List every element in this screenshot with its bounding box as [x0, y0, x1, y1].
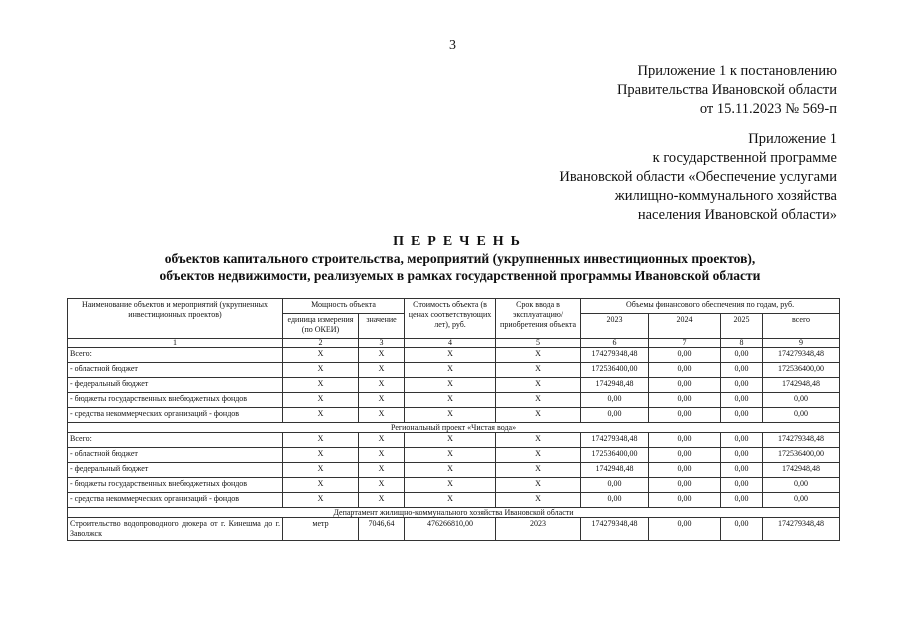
annex-decree-reference: [617, 62, 837, 119]
annex-program-line: Ивановской области «Обеспечение услугами: [559, 169, 837, 185]
cell-y2023: 0,00: [581, 493, 649, 508]
cell-total: 0,00: [763, 408, 840, 423]
cell-value: X: [359, 448, 405, 463]
cell-unit: X: [283, 448, 359, 463]
title-subtitle-line-1: объектов капитального строительства, мероприятий (укрупненных инвестиционных проектов),: [164, 251, 756, 266]
column-number: 2: [283, 339, 359, 348]
table-row: [68, 348, 840, 363]
cell-unit: X: [283, 478, 359, 493]
cell-unit: X: [283, 433, 359, 448]
cell-value: X: [359, 463, 405, 478]
annex-decree-line: Правительства Ивановской области: [616, 82, 837, 98]
cell-y2025: 0,00: [721, 408, 763, 423]
column-number: 6: [581, 339, 649, 348]
block2-rows: [68, 433, 840, 508]
cell-y2023: 0,00: [581, 478, 649, 493]
cell-y2025: 0,00: [721, 378, 763, 393]
cell-term: X: [496, 493, 581, 508]
cell-term: X: [496, 393, 581, 408]
cell-unit: X: [283, 493, 359, 508]
cell-name: - областной бюджет: [68, 363, 283, 378]
table-row-object: [68, 518, 840, 541]
table-row: [68, 478, 840, 493]
annex-program-reference: [559, 130, 837, 225]
header-cost: Стоимость объекта (в ценах соответствующих лет), руб.: [405, 299, 496, 339]
cell-y2024: 0,00: [649, 348, 721, 363]
cell-value: X: [359, 493, 405, 508]
cell-name: - бюджеты государственных внебюджетных фондов: [68, 478, 283, 493]
cell-name: Всего:: [68, 433, 283, 448]
cell-y2024: 0,00: [649, 463, 721, 478]
cell-total: 172536400,00: [763, 363, 840, 378]
cell-y2023: 1742948,48: [581, 463, 649, 478]
column-number: 3: [359, 339, 405, 348]
annex-program-line: Приложение 1: [748, 131, 837, 147]
header-2023: 2023: [581, 314, 649, 339]
object-2025: 0,00: [721, 518, 763, 541]
table-row: [68, 393, 840, 408]
header-value: значение: [359, 314, 405, 339]
column-numbers-row: [68, 339, 840, 348]
cell-cost: X: [405, 378, 496, 393]
table-row: [68, 363, 840, 378]
cell-y2025: 0,00: [721, 478, 763, 493]
cell-y2023: 0,00: [581, 408, 649, 423]
header-2024: 2024: [649, 314, 721, 339]
object-cost: 476266810,00: [405, 518, 496, 541]
cell-y2025: 0,00: [721, 348, 763, 363]
cell-value: X: [359, 348, 405, 363]
table-row: [68, 463, 840, 478]
cell-y2025: 0,00: [721, 363, 763, 378]
cell-y2024: 0,00: [649, 378, 721, 393]
cell-term: X: [496, 378, 581, 393]
cell-y2023: 172536400,00: [581, 363, 649, 378]
cell-cost: X: [405, 493, 496, 508]
cell-y2024: 0,00: [649, 363, 721, 378]
cell-y2023: 174279348,48: [581, 433, 649, 448]
cell-y2025: 0,00: [721, 433, 763, 448]
cell-total: 1742948,48: [763, 378, 840, 393]
section-regional-project: Региональный проект «Чистая вода»: [68, 423, 840, 433]
column-number: 9: [763, 339, 840, 348]
cell-y2023: 0,00: [581, 393, 649, 408]
cell-value: X: [359, 393, 405, 408]
cell-y2025: 0,00: [721, 493, 763, 508]
cell-cost: X: [405, 393, 496, 408]
cell-cost: X: [405, 463, 496, 478]
annex-decree-line: Приложение 1 к постановлению: [637, 63, 837, 79]
cell-term: X: [496, 448, 581, 463]
cell-name: - федеральный бюджет: [68, 378, 283, 393]
object-total: 174279348,48: [763, 518, 840, 541]
objects-table: [67, 298, 840, 541]
cell-y2023: 174279348,48: [581, 348, 649, 363]
cell-name: - областной бюджет: [68, 448, 283, 463]
cell-cost: X: [405, 478, 496, 493]
header-unit: единица измерения (по ОКЕИ): [283, 314, 359, 339]
header-total: всего: [763, 314, 840, 339]
object-2023: 174279348,48: [581, 518, 649, 541]
document-title: [60, 233, 860, 284]
table-row: [68, 448, 840, 463]
cell-total: 172536400,00: [763, 448, 840, 463]
cell-y2024: 0,00: [649, 448, 721, 463]
cell-y2025: 0,00: [721, 448, 763, 463]
cell-value: X: [359, 378, 405, 393]
cell-unit: X: [283, 463, 359, 478]
header-capacity: Мощность объекта: [283, 299, 405, 314]
column-number: 8: [721, 339, 763, 348]
annex-program-line: к государственной программе: [652, 150, 837, 166]
header-2025: 2025: [721, 314, 763, 339]
table-row: [68, 493, 840, 508]
cell-name: - средства некоммерческих организаций - фондов: [68, 493, 283, 508]
column-number: 5: [496, 339, 581, 348]
object-2024: 0,00: [649, 518, 721, 541]
cell-unit: X: [283, 393, 359, 408]
cell-unit: X: [283, 378, 359, 393]
cell-y2024: 0,00: [649, 393, 721, 408]
cell-y2024: 0,00: [649, 408, 721, 423]
cell-term: X: [496, 463, 581, 478]
cell-name: - федеральный бюджет: [68, 463, 283, 478]
title-subtitle-line-2: объектов недвижимости, реализуемых в рамках государственной программы Ивановской области: [159, 268, 761, 283]
object-term: 2023: [496, 518, 581, 541]
object-value: 7046,64: [359, 518, 405, 541]
cell-cost: X: [405, 408, 496, 423]
table-row: [68, 433, 840, 448]
cell-unit: X: [283, 363, 359, 378]
cell-cost: X: [405, 448, 496, 463]
cell-value: X: [359, 433, 405, 448]
cell-total: 0,00: [763, 493, 840, 508]
cell-value: X: [359, 408, 405, 423]
cell-term: X: [496, 363, 581, 378]
annex-program-line: жилищно-коммунального хозяйства: [614, 188, 837, 204]
cell-total: 1742948,48: [763, 463, 840, 478]
cell-y2023: 1742948,48: [581, 378, 649, 393]
cell-y2024: 0,00: [649, 493, 721, 508]
cell-cost: X: [405, 348, 496, 363]
title-main: ПЕРЕЧЕНЬ: [393, 234, 527, 249]
column-number: 1: [68, 339, 283, 348]
cell-term: X: [496, 348, 581, 363]
header-term: Срок ввода в эксплуатацию/ приобретения объекта: [496, 299, 581, 339]
object-unit: метр: [283, 518, 359, 541]
cell-term: X: [496, 408, 581, 423]
table-row: [68, 408, 840, 423]
cell-y2025: 0,00: [721, 393, 763, 408]
cell-cost: X: [405, 363, 496, 378]
cell-y2023: 172536400,00: [581, 448, 649, 463]
column-number: 4: [405, 339, 496, 348]
table-row: [68, 378, 840, 393]
cell-y2024: 0,00: [649, 433, 721, 448]
cell-term: X: [496, 478, 581, 493]
section-row-department: [68, 508, 840, 518]
block1-rows: [68, 348, 840, 423]
cell-total: 174279348,48: [763, 348, 840, 363]
header-name: Наименование объектов и мероприятий (укрупненных инвестиционных проектов): [68, 299, 283, 339]
annex-decree-line: от 15.11.2023 № 569-п: [699, 101, 837, 117]
column-number: 7: [649, 339, 721, 348]
cell-total: 0,00: [763, 478, 840, 493]
cell-name: - средства некоммерческих организаций - фондов: [68, 408, 283, 423]
section-department: Департамент жилищно-коммунального хозяйства Ивановской области: [68, 508, 840, 518]
cell-y2024: 0,00: [649, 478, 721, 493]
section-row-regional-project: [68, 423, 840, 433]
cell-total: 0,00: [763, 393, 840, 408]
cell-value: X: [359, 478, 405, 493]
cell-y2025: 0,00: [721, 463, 763, 478]
table-header-row: [68, 299, 840, 314]
object-name: Строительство водопроводного дюкера от г. Кинешма до г. Заволжск: [68, 518, 283, 541]
cell-total: 174279348,48: [763, 433, 840, 448]
annex-program-line: населения Ивановской области»: [637, 207, 837, 223]
page-number: 3: [449, 38, 456, 53]
cell-term: X: [496, 433, 581, 448]
cell-unit: X: [283, 348, 359, 363]
cell-cost: X: [405, 433, 496, 448]
cell-name: - бюджеты государственных внебюджетных фондов: [68, 393, 283, 408]
cell-value: X: [359, 363, 405, 378]
cell-unit: X: [283, 408, 359, 423]
cell-name: Всего:: [68, 348, 283, 363]
header-funding: Объемы финансового обеспечения по годам, руб.: [581, 299, 840, 314]
